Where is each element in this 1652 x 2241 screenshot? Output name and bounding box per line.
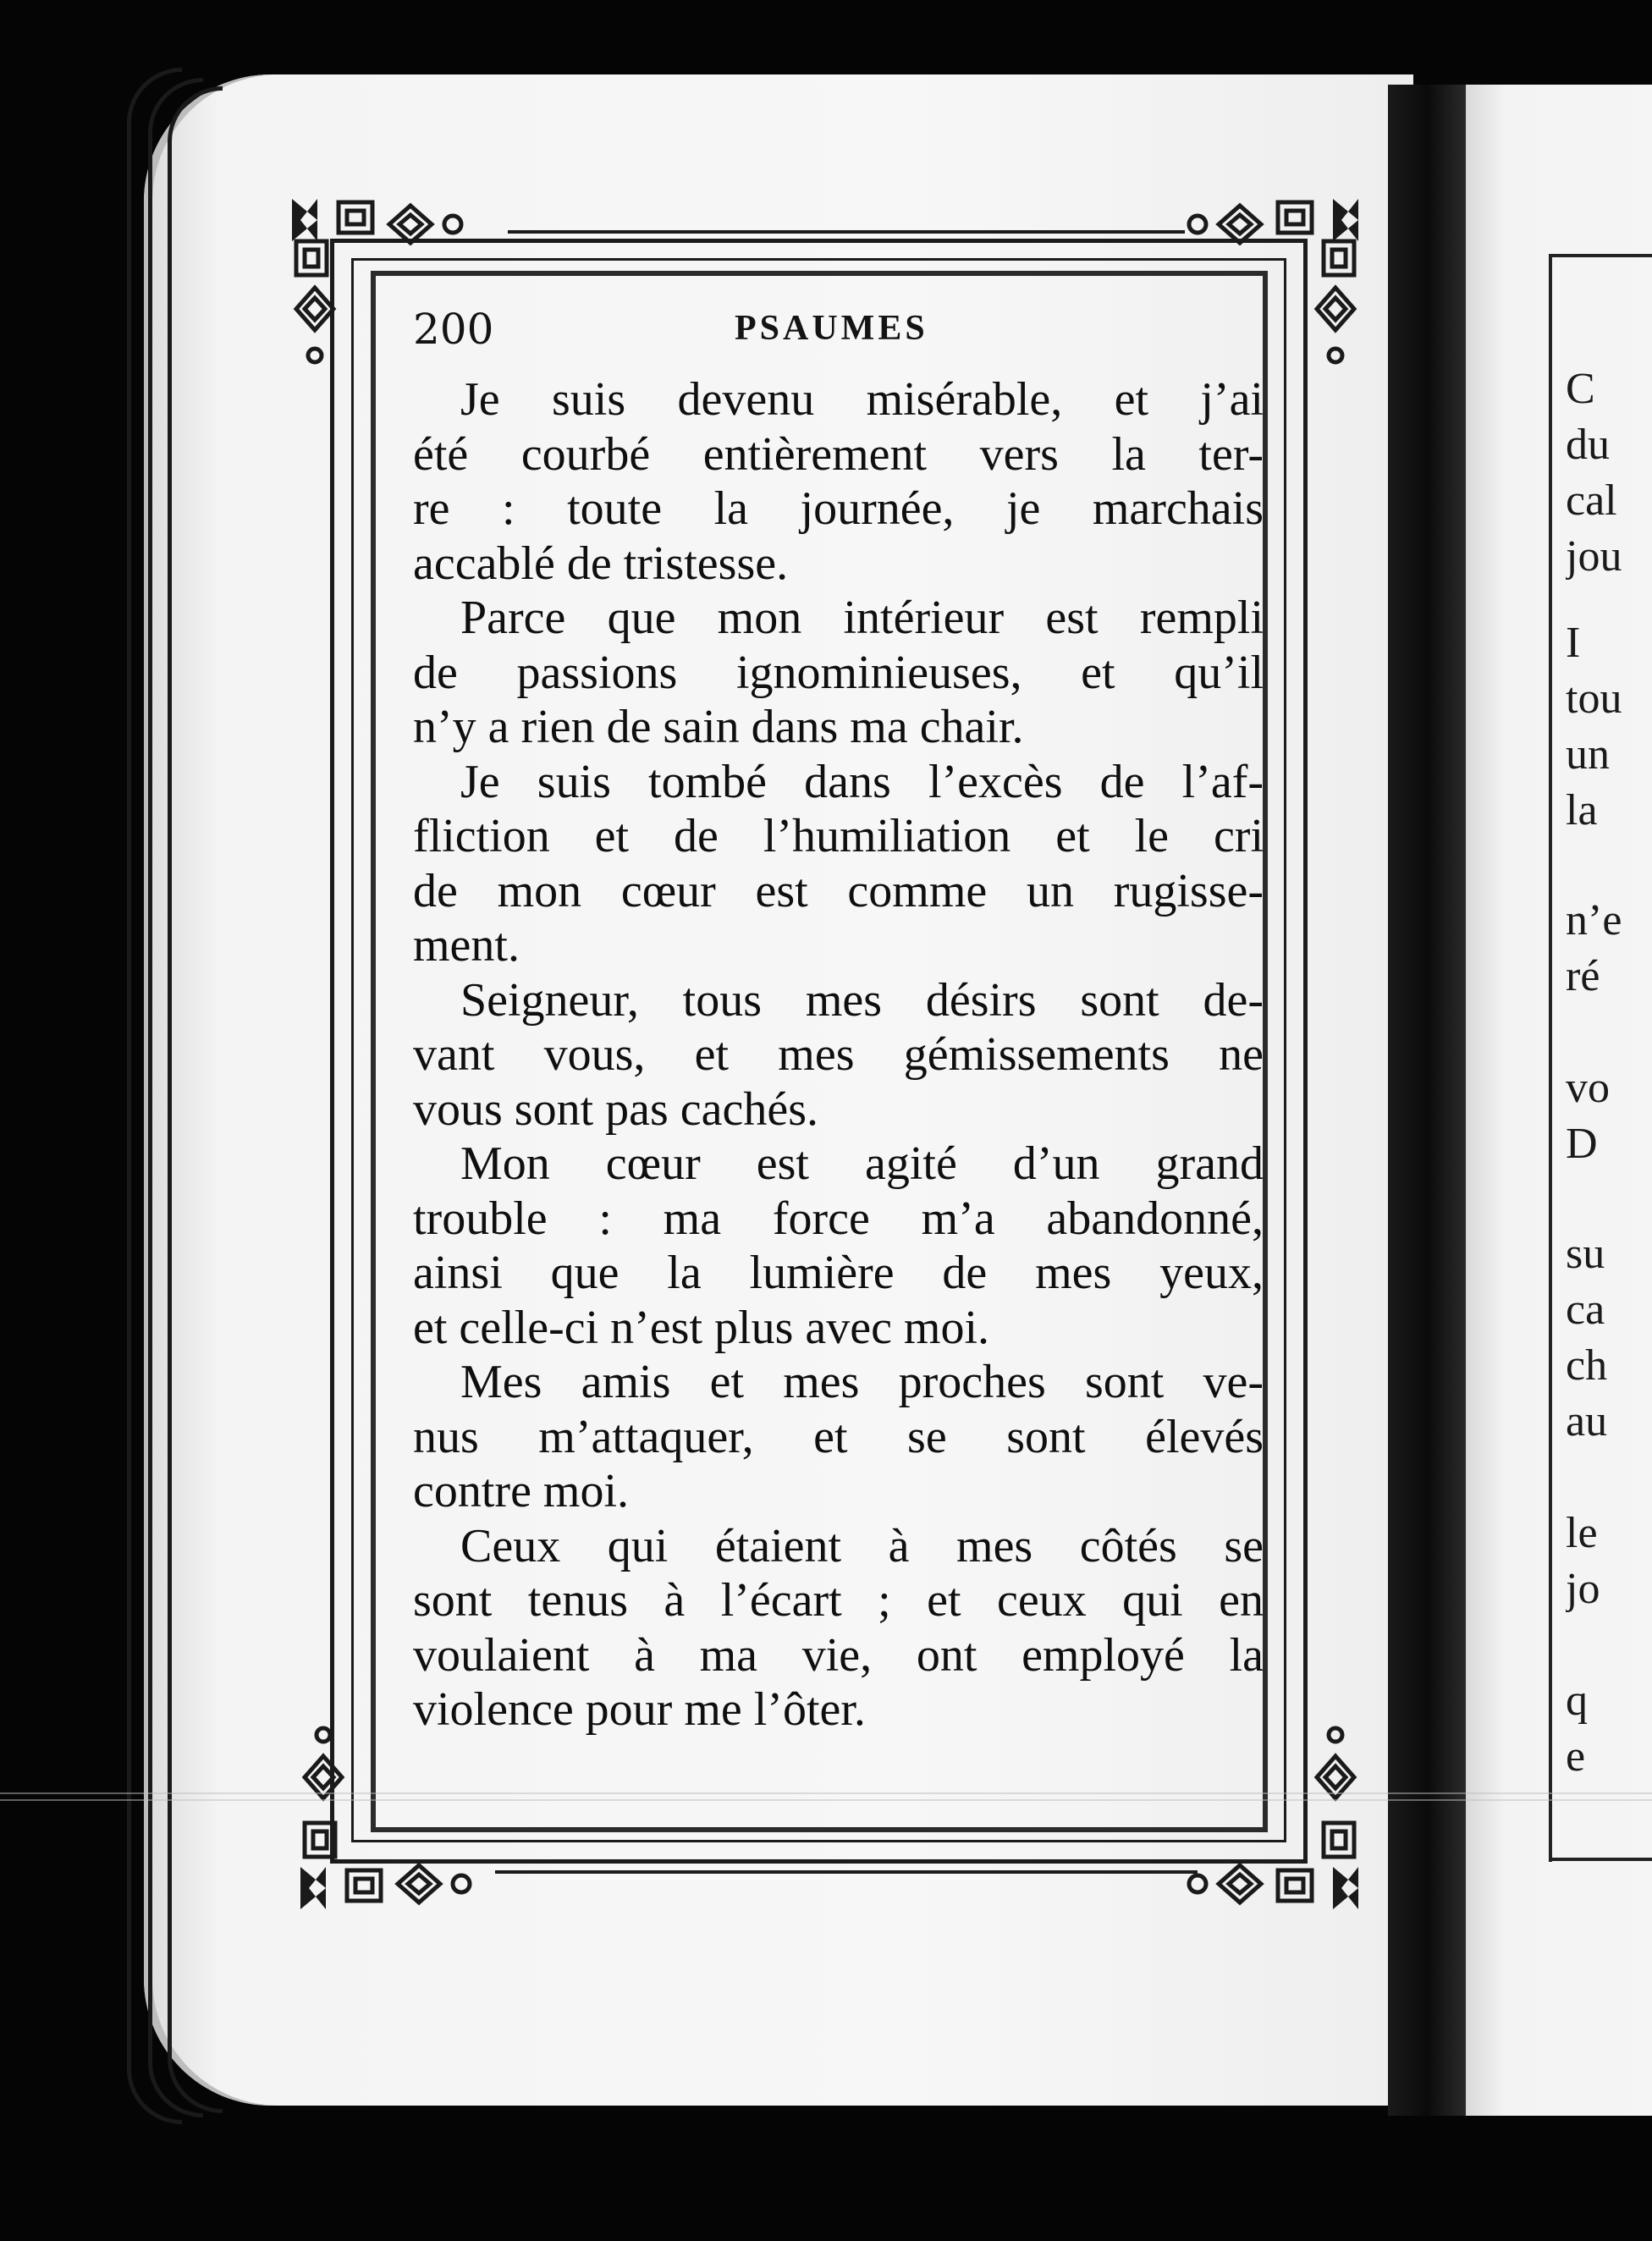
- text-line: re : toute la journée, je marchais: [413, 482, 1264, 535]
- right-page-fragment: cal: [1566, 476, 1617, 525]
- text-line: de passions ignominieuses, et qu’il: [413, 646, 1264, 699]
- right-page-fragment: ré: [1566, 952, 1600, 1000]
- text-line: de mon cœur est comme un rugisse-: [413, 864, 1264, 917]
- scan-line: [0, 1799, 1652, 1801]
- right-page-border: [1549, 254, 1552, 1862]
- right-page-fragment: n’e: [1566, 896, 1622, 944]
- right-page-text-fragments: [1566, 364, 1652, 1853]
- right-page-fragment: jo: [1566, 1565, 1600, 1613]
- text-line: voulaient à ma vie, ont employé la: [413, 1628, 1264, 1682]
- right-page-fragment: I: [1566, 619, 1581, 667]
- right-page-fragment: du: [1566, 421, 1610, 469]
- right-page-fragment: su: [1566, 1230, 1605, 1278]
- text-line: et celle-ci n’est plus avec moi.: [413, 1301, 990, 1354]
- text-line: ainsi que la lumière de mes yeux,: [413, 1247, 1264, 1299]
- text-line: sont tenus à l’écart ; et ceux qui en: [413, 1574, 1264, 1627]
- text-line: fliction et de l’humiliation et le cri: [413, 810, 1264, 862]
- text-line: contre moi.: [413, 1465, 630, 1517]
- text-line: nus m’attaquer, et se sont élevés: [413, 1410, 1264, 1463]
- right-page-fragment: un: [1566, 730, 1610, 779]
- text-line: vant vous, et mes gémissements ne: [413, 1028, 1264, 1081]
- text-line: ment.: [413, 919, 520, 972]
- running-head: [413, 305, 1242, 364]
- bottom-rule: [495, 1870, 1198, 1874]
- text-line: vous sont pas cachés.: [413, 1082, 819, 1136]
- right-page-fragment: vo: [1566, 1064, 1610, 1112]
- text-line: violence pour me l’ôter.: [413, 1683, 866, 1736]
- right-page-fragment: ch: [1566, 1341, 1608, 1390]
- right-page-fragment: la: [1566, 786, 1598, 834]
- right-page-fragment: jou: [1566, 532, 1622, 581]
- text-line: Seigneur, tous mes désirs sont de-: [460, 973, 1264, 1027]
- text-line: Ceux qui étaient à mes côtés se: [460, 1519, 1264, 1572]
- text-line: été courbé entièrement vers la ter-: [413, 427, 1264, 481]
- page-edge-3: [168, 86, 223, 2113]
- right-page-fragment: ca: [1566, 1286, 1605, 1334]
- right-page-fragment: D: [1566, 1120, 1598, 1168]
- running-title: PSAUMES: [735, 309, 928, 348]
- text-line: Je suis tombé dans l’excès de l’af-: [460, 755, 1264, 808]
- top-rule: [508, 230, 1185, 234]
- right-page-fragment: C: [1566, 365, 1595, 413]
- text-line: Je suis devenu misérable, et j’ai: [460, 373, 1264, 426]
- right-page-fragment: e: [1566, 1732, 1586, 1781]
- right-page-fragment: le: [1566, 1509, 1598, 1557]
- right-page-fragment: tou: [1566, 675, 1622, 723]
- text-line: accablé de tristesse.: [413, 537, 789, 590]
- right-page-fragment: au: [1566, 1397, 1608, 1445]
- text-line: Parce que mon intérieur est rempli: [460, 592, 1264, 644]
- text-line: Mes amis et mes proches sont ve-: [460, 1356, 1264, 1408]
- text-line: trouble : ma force m’a abandonné,: [413, 1192, 1264, 1245]
- psalm-text: [413, 372, 1264, 1794]
- book-gutter: [1388, 85, 1466, 2116]
- text-line: n’y a rien de sain dans ma chair.: [413, 701, 1024, 753]
- right-page-border-top: [1549, 254, 1652, 257]
- page-number: 200: [413, 305, 494, 354]
- right-page-border-bottom: [1549, 1858, 1652, 1861]
- right-page-fragment: q: [1566, 1677, 1588, 1725]
- scan-line: [0, 1792, 1652, 1794]
- text-line: Mon cœur est agité d’un grand: [460, 1137, 1264, 1190]
